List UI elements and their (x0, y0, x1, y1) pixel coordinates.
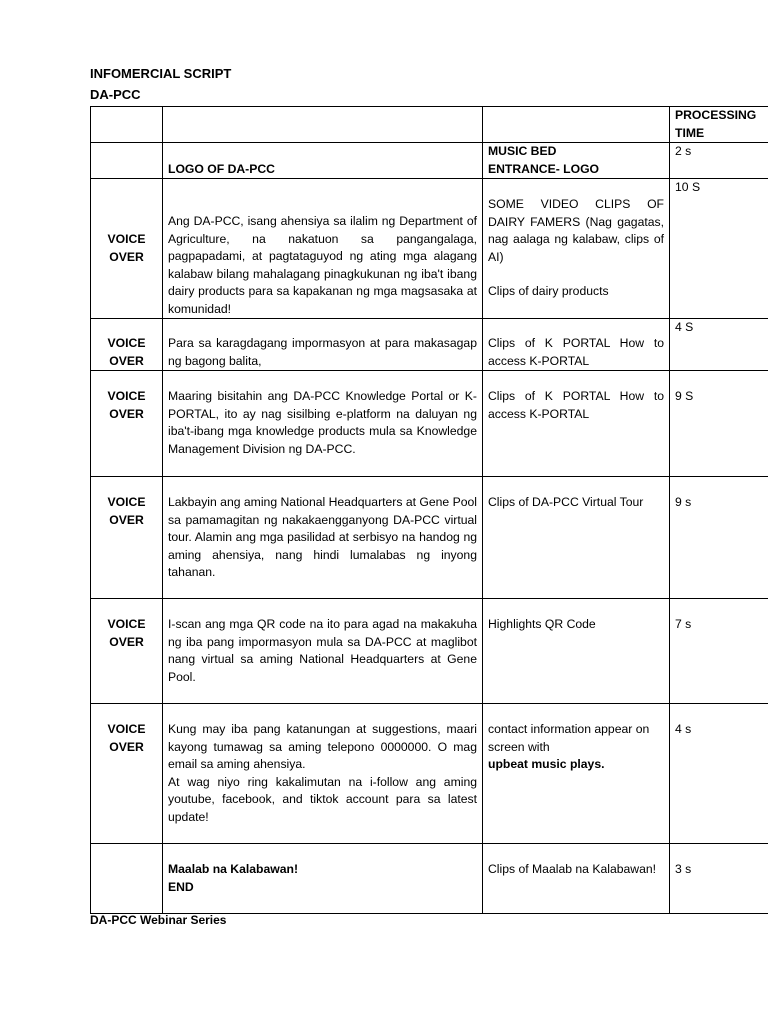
document-footer: DA-PCC Webinar Series (90, 913, 227, 927)
script-cell: Ang DA-PCC, isang ahensiya sa ilalim ng Department of Agriculture, na nakatuon sa pangangalaga, pagpapadami, at pagtataguyod ng ating mga alagang kalabaw bilang mahalagang pinagkukunan ng iba't ibang dairy products para sa kapakanan ng mga magsasaka at komunidad! (163, 179, 483, 319)
visual-text: contact information appear on screen with (488, 722, 650, 754)
speaker-cell (91, 477, 163, 599)
script-cell: I-scan ang mga QR code na ito para agad na makakuha ng iba pang impormasyon mula sa DA-PCC at maglibot nang virtual sa aming National Headquarters at Gene Pool. (163, 599, 483, 704)
visual-text: Clips of dairy products (488, 284, 609, 298)
speaker-label: OVER (109, 634, 144, 649)
table-row (91, 599, 768, 704)
script-table (90, 106, 768, 914)
speaker-label: VOICE (107, 389, 146, 403)
speaker-label: OVER (109, 406, 144, 421)
closing-cell (163, 844, 483, 914)
speaker-cell (91, 143, 163, 179)
header-cell-empty (163, 107, 483, 143)
music-line: MUSIC BED (488, 144, 557, 158)
table-row (91, 143, 768, 179)
processing-time-header: PROCESSING TIME (670, 107, 768, 143)
script-text: Kung may iba pang katanungan at suggestions, maari kayong tumawag sa aming telepono 0000000. O mag email sa aming ahensiya. (168, 722, 477, 771)
time-cell: 4 s (670, 704, 768, 844)
script-cell: Lakbayin ang aming National Headquarters at Gene Pool sa pamamagitan ng nakakaengganyong DA-PCC virtual tour. Alamin ang mga pasilidad at serbisyo na handog ng aming ahensiya, nang hindi lumalabas ng inyong tahanan. (163, 477, 483, 599)
speaker-cell (91, 599, 163, 704)
header-cell-empty (91, 107, 163, 143)
time-cell: 4 S (670, 319, 768, 371)
table-row (91, 704, 768, 844)
table-row (91, 371, 768, 477)
speaker-label: VOICE (107, 617, 146, 631)
time-cell: 2 s (670, 143, 768, 179)
header-cell-empty (483, 107, 670, 143)
visual-cell: Clips of DA-PCC Virtual Tour (483, 477, 670, 599)
speaker-label: OVER (109, 353, 144, 368)
closing-line: END (168, 879, 194, 894)
time-cell: 3 s (670, 844, 768, 914)
speaker-cell (91, 371, 163, 477)
speaker-label: VOICE (107, 722, 146, 736)
speaker-label: VOICE (107, 232, 146, 246)
script-cell (163, 704, 483, 844)
closing-line: Maalab na Kalabawan! (168, 862, 299, 876)
visual-cell (483, 704, 670, 844)
visual-cell: Clips of K PORTAL How to access K-PORTAL (483, 371, 670, 477)
speaker-label: VOICE (107, 336, 146, 350)
speaker-label: OVER (109, 739, 144, 754)
music-line: ENTRANCE- LOGO (488, 161, 600, 176)
speaker-cell (91, 319, 163, 371)
speaker-cell (91, 179, 163, 319)
visual-cell (483, 179, 670, 319)
document-title: INFOMERCIAL SCRIPT (90, 66, 232, 81)
time-cell: 10 S (670, 179, 768, 319)
table-header-row (91, 107, 768, 143)
document-subtitle: DA-PCC (90, 87, 141, 102)
script-cell: Maaring bisitahin ang DA-PCC Knowledge Portal or K-PORTAL, ito ay nag sisilbing e-platform na daluyan ng iba't-ibang mga knowledge products mula sa Knowledge Management Division ng DA-PCC. (163, 371, 483, 477)
speaker-cell (91, 704, 163, 844)
speaker-label: VOICE (107, 495, 146, 509)
visual-cell: Highlights QR Code (483, 599, 670, 704)
table-row (91, 179, 768, 319)
script-text: At wag niyo ring kakalimutan na i-follow ang aming youtube, facebook, and tiktok account para sa latest update! (168, 774, 477, 824)
visual-cell: Clips of Maalab na Kalabawan! (483, 844, 670, 914)
time-cell: 7 s (670, 599, 768, 704)
visual-text: SOME VIDEO CLIPS OF DAIRY FAMERS (Nag gagatas, nag aalaga ng kalabaw, clips of AI) (488, 197, 664, 264)
time-cell: 9 s (670, 477, 768, 599)
time-cell: 9 S (670, 371, 768, 477)
speaker-label: OVER (109, 512, 144, 527)
music-cell (483, 143, 670, 179)
visual-cell: Clips of K PORTAL How to access K-PORTAL (483, 319, 670, 371)
speaker-cell (91, 844, 163, 914)
table-row (91, 319, 768, 371)
script-cell: Para sa karagdagang impormasyon at para makasagap ng bagong balita, (163, 319, 483, 371)
table-row (91, 844, 768, 914)
speaker-label: OVER (109, 249, 144, 264)
visual-text-bold: upbeat music plays. (488, 757, 605, 771)
logo-cell: LOGO OF DA-PCC (163, 143, 483, 179)
table-row (91, 477, 768, 599)
